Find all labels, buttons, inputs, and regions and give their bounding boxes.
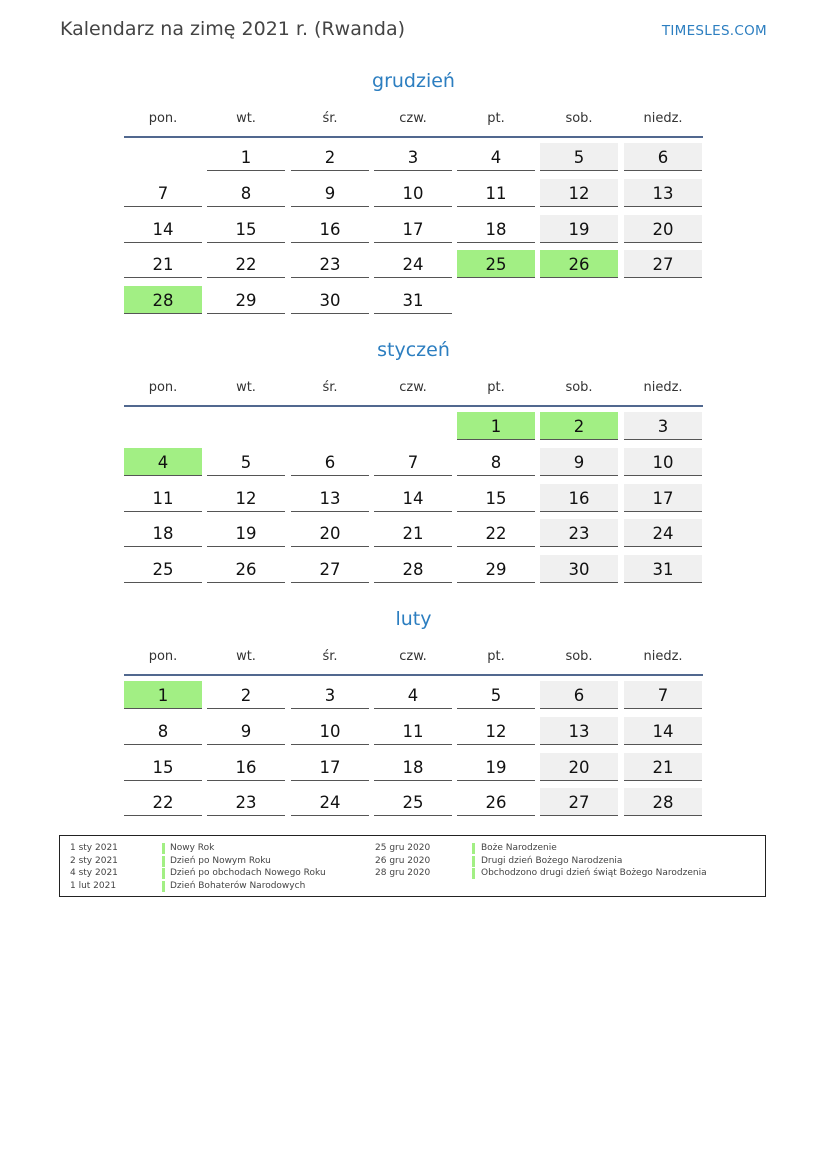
weekday-label: sob. [565, 380, 593, 395]
day-cell: 20 [291, 519, 369, 547]
day-cell: 28 [374, 555, 452, 583]
legend-holiday-name: Dzień Bohaterów Narodowych [170, 880, 306, 891]
day-cell: 10 [374, 179, 452, 207]
day-cell: 5 [457, 681, 535, 709]
legend-date: 28 gru 2020 [375, 868, 431, 878]
day-cell: 24 [291, 788, 369, 816]
day-cell: 10 [291, 717, 369, 745]
day-cell: 2 [291, 143, 369, 171]
day-cell: 20 [540, 753, 618, 781]
day-cell: 11 [457, 179, 535, 207]
day-cell: 23 [291, 250, 369, 278]
header-divider [124, 405, 703, 407]
holiday-marker [472, 868, 475, 879]
legend-holiday-name: Dzień po Nowym Roku [170, 855, 271, 866]
weekday-header-row [123, 380, 703, 400]
day-cell: 28 [624, 788, 702, 816]
weekday-header-row [123, 111, 703, 131]
weekday-label: sob. [565, 111, 593, 126]
weekday-label: pon. [148, 111, 178, 126]
day-cell: 21 [124, 250, 202, 278]
day-cell: 8 [124, 717, 202, 745]
holiday-marker [162, 856, 165, 867]
weekday-label: wt. [236, 380, 256, 395]
day-cell: 19 [207, 519, 285, 547]
day-cell: 19 [540, 215, 618, 243]
weekday-label: śr. [322, 649, 338, 664]
day-cell: 30 [291, 286, 369, 314]
weekday-label: pon. [148, 380, 178, 395]
day-cell: 14 [124, 215, 202, 243]
weekday-label: czw. [399, 380, 427, 395]
day-cell: 12 [207, 484, 285, 512]
day-cell: 16 [291, 215, 369, 243]
day-cell: 15 [207, 215, 285, 243]
month-title: styczeń [377, 339, 450, 361]
day-cell: 19 [457, 753, 535, 781]
day-cell: 7 [124, 179, 202, 207]
holiday-marker [472, 856, 475, 867]
legend-date: 26 gru 2020 [375, 855, 431, 866]
holiday-day-cell: 26 [540, 250, 618, 278]
day-cell: 9 [540, 448, 618, 476]
day-cell: 12 [457, 717, 535, 745]
day-cell: 13 [291, 484, 369, 512]
day-cell: 12 [540, 179, 618, 207]
legend-holiday-name: Nowy Rok [170, 843, 215, 853]
day-cell: 26 [457, 788, 535, 816]
legend-date: 1 lut 2021 [70, 880, 117, 891]
day-cell: 9 [207, 717, 285, 745]
weekday-label: wt. [236, 111, 256, 126]
holiday-day-cell: 4 [124, 448, 202, 476]
day-cell: 16 [540, 484, 618, 512]
weekday-header-row [123, 649, 703, 669]
weekday-label: niedz. [643, 380, 683, 395]
day-cell: 11 [124, 484, 202, 512]
day-cell: 25 [374, 788, 452, 816]
weekday-label: czw. [399, 111, 427, 126]
day-cell: 4 [374, 681, 452, 709]
day-cell: 25 [124, 555, 202, 583]
day-cell: 31 [624, 555, 702, 583]
holiday-marker [162, 843, 165, 854]
month-title: grudzień [372, 70, 455, 92]
day-cell: 27 [291, 555, 369, 583]
brand-link[interactable]: TIMESLES.COM [661, 23, 767, 39]
day-cell: 5 [207, 448, 285, 476]
day-cell: 30 [540, 555, 618, 583]
day-cell: 4 [457, 143, 535, 171]
day-cell: 13 [540, 717, 618, 745]
legend-date: 2 sty 2021 [70, 855, 118, 866]
day-cell: 1 [207, 143, 285, 171]
day-cell: 18 [457, 215, 535, 243]
holiday-marker [162, 868, 165, 879]
legend-holiday-name: Drugi dzień Bożego Narodzenia [481, 855, 623, 866]
day-cell: 2 [207, 681, 285, 709]
holiday-day-cell: 1 [457, 412, 535, 440]
day-cell: 24 [624, 519, 702, 547]
day-cell: 31 [374, 286, 452, 314]
holiday-marker [162, 881, 165, 892]
weekday-label: czw. [399, 649, 427, 664]
day-cell: 5 [540, 143, 618, 171]
day-cell: 8 [457, 448, 535, 476]
day-cell: 17 [624, 484, 702, 512]
day-cell: 18 [374, 753, 452, 781]
day-cell: 3 [374, 143, 452, 171]
day-cell: 6 [291, 448, 369, 476]
day-cell: 17 [374, 215, 452, 243]
day-cell: 27 [624, 250, 702, 278]
holiday-legend [59, 835, 766, 897]
weekday-label: wt. [236, 649, 256, 664]
day-cell: 23 [207, 788, 285, 816]
day-cell: 6 [540, 681, 618, 709]
weekday-label: pt. [487, 380, 505, 395]
holiday-day-cell: 28 [124, 286, 202, 314]
day-cell: 27 [540, 788, 618, 816]
header-divider [124, 136, 703, 138]
weekday-label: sob. [565, 649, 593, 664]
holiday-day-cell: 2 [540, 412, 618, 440]
day-cell: 29 [457, 555, 535, 583]
day-cell: 20 [624, 215, 702, 243]
legend-date: 1 sty 2021 [70, 843, 118, 853]
day-cell: 23 [540, 519, 618, 547]
holiday-marker [472, 843, 475, 854]
weekday-label: niedz. [643, 649, 683, 664]
day-cell: 8 [207, 179, 285, 207]
day-cell: 29 [207, 286, 285, 314]
weekday-label: pt. [487, 649, 505, 664]
day-cell: 17 [291, 753, 369, 781]
day-cell: 22 [124, 788, 202, 816]
legend-date: 25 gru 2020 [375, 843, 431, 853]
weekday-label: pt. [487, 111, 505, 126]
weekday-label: śr. [322, 111, 338, 126]
weekday-label: śr. [322, 380, 338, 395]
month-title: luty [395, 608, 432, 630]
weekday-label: niedz. [643, 111, 683, 126]
day-cell: 9 [291, 179, 369, 207]
day-cell: 7 [374, 448, 452, 476]
day-cell: 3 [291, 681, 369, 709]
legend-holiday-name: Obchodzono drugi dzień świąt Bożego Narodzenia [481, 868, 707, 878]
day-cell: 18 [124, 519, 202, 547]
page-title: Kalendarz na zimę 2021 r. (Rwanda) [60, 18, 406, 40]
holiday-day-cell: 25 [457, 250, 535, 278]
day-cell: 3 [624, 412, 702, 440]
day-cell: 16 [207, 753, 285, 781]
holiday-day-cell: 1 [124, 681, 202, 709]
day-cell: 11 [374, 717, 452, 745]
header-divider [124, 674, 703, 676]
day-cell: 14 [624, 717, 702, 745]
day-cell: 6 [624, 143, 702, 171]
day-cell: 15 [124, 753, 202, 781]
day-cell: 7 [624, 681, 702, 709]
day-cell: 21 [374, 519, 452, 547]
day-cell: 13 [624, 179, 702, 207]
legend-holiday-name: Boże Narodzenie [481, 843, 557, 853]
day-cell: 26 [207, 555, 285, 583]
day-cell: 22 [457, 519, 535, 547]
day-cell: 24 [374, 250, 452, 278]
weekday-label: pon. [148, 649, 178, 664]
day-cell: 22 [207, 250, 285, 278]
day-cell: 15 [457, 484, 535, 512]
legend-holiday-name: Dzień po obchodach Nowego Roku [170, 868, 326, 878]
day-cell: 10 [624, 448, 702, 476]
day-cell: 21 [624, 753, 702, 781]
day-cell: 14 [374, 484, 452, 512]
legend-date: 4 sty 2021 [70, 868, 118, 878]
